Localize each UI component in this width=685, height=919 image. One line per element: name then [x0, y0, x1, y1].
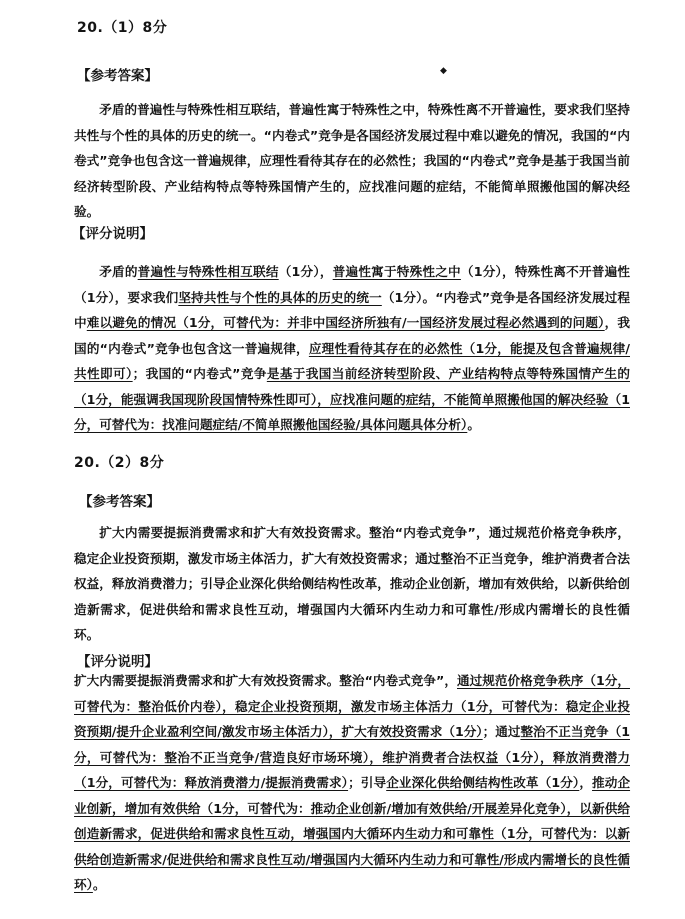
stray-mark: ◆ — [440, 66, 447, 76]
underlined-scoring-point: 企业深化供给侧结构性改革（1分） — [386, 775, 580, 790]
scoring-text-segment: ，我国的“内卷式”竞争也包含这一普遍规律， — [74, 315, 631, 356]
scoring-text-segment: 。 — [467, 417, 480, 432]
underlined-scoring-point: 普遍性寓于特殊性之中 — [332, 264, 461, 279]
scoring-text-segment: ， — [579, 775, 593, 790]
q1-answer-text: 矛盾的普遍性与特殊性相互联结，普遍性寓于特殊性之中，特殊性离不开普遍性，要求我们坚持共性与个性的具体的历史的统一。“内卷式”竞争是各国经济发展过程中难以避免的情况，我国的“内卷式”竞争也包含这一普遍规律，应理性看待其存在的必然性；我国的“内卷式”竞争是基于我国当前经济转型阶段、产业结构特点等特殊国情产生的，应找准问题的症结，不能简单照搬他国的解决经验。 — [74, 102, 630, 219]
q1-answer-tag: 【参考答案】 — [77, 68, 158, 84]
underlined-scoring-point: 是基于我国当前经济转型阶段、产业结构特点等特殊国情产生的（1分，能强调我国现阶段国情特殊性即可），应找准问题的症结，不能简单照搬他国的解决经验（1分，可替代为：找准问题症结/不简单照搬他国经验/具体问题具体分析） — [74, 366, 630, 432]
scoring-text-segment: 扩大内需要提振消费需求和扩大有效投资需求。整治“内卷式竞争”， — [74, 673, 457, 688]
scoring-text-segment: ；通过 — [482, 724, 521, 739]
scoring-text-segment: ；我国的“内卷式”竞争 — [132, 366, 267, 381]
underlined-scoring-point: 通过规范价格竞争秩序（1分，可替代为：整治低价内卷），稳定企业投资预期，激发市场主体活力（1分，可替代为：稳定企业投资预期/提升企业盈利空间/激发市场主体活力），扩大有效投资需求（1分） — [74, 673, 630, 739]
q2-answer-text: 扩大内需要提振消费需求和扩大有效投资需求。整治“内卷式竞争”，通过规范价格竞争秩序，稳定企业投资预期，激发市场主体活力，扩大有效投资需求；通过整治不正当竞争，维护消费者合法权益，释放消费潜力；引导企业深化供给侧结构性改革，推动企业创新，增加有效供给，以新供给创造新需求，促进供给和需求良性互动，增强国内大循环内生动力和可靠性/形成内需增长的良性循环。 — [74, 525, 630, 642]
question-20-2-heading: 20.（2）8分 — [74, 455, 165, 471]
q1-scoring-tag: 【评分说明】 — [72, 226, 153, 242]
scoring-text-segment: （1分）。“内卷式”竞争是各国经济发展过程中 — [74, 289, 630, 330]
scoring-text-segment: 矛盾的 — [99, 264, 138, 279]
underlined-scoring-point: 应理性看待其存在的必然性（1分，能提及包含普遍规律/共性即可） — [74, 340, 630, 381]
q2-scoring-text — [74, 668, 630, 898]
underlined-scoring-point: 推动企业创新，增加有效供给（1分，可替代为：推动企业创新/增加有效供给/开展差异化竞争），以新供给创造新需求，促进供给和需求良性互动，增强国内大循环内生动力和可靠性（1分，可替代为：以新供给创造新需求/促进供给和需求良性互动/增强国内大循环内生动力和可靠性/形成内需增长的良性循环） — [74, 775, 631, 892]
q2-answer-tag: 【参考答案】 — [79, 494, 160, 510]
underlined-scoring-point: 难以避免的情况（1分，可替代为：并非中国经济所独有/一国经济发展过程必然遇到的问题） — [86, 315, 605, 330]
q1-scoring-text — [74, 259, 630, 438]
scoring-text-segment: ；引导 — [348, 775, 387, 790]
scoring-text-segment: （1分）， — [278, 264, 333, 279]
question-20-1-heading: 20.（1）8分 — [77, 20, 168, 36]
scoring-text-segment: （1分），特殊性离不开普遍性（1分），要求我们 — [74, 264, 631, 305]
underlined-scoring-point: 普遍性与特殊性相互联结 — [137, 264, 279, 279]
scoring-text-segment: 。 — [92, 877, 106, 892]
underlined-scoring-point: 整治不正当竞争（1分，可替代为：整治不正当竞争/营造良好市场环境），维护消费者合法权益（1分），释放消费潜力（1分，可替代为：释放消费潜力/提振消费需求） — [74, 724, 631, 790]
q2-scoring-tag: 【评分说明】 — [77, 654, 158, 670]
underlined-scoring-point: 坚持共性与个性的具体的历史的统一 — [178, 289, 382, 305]
